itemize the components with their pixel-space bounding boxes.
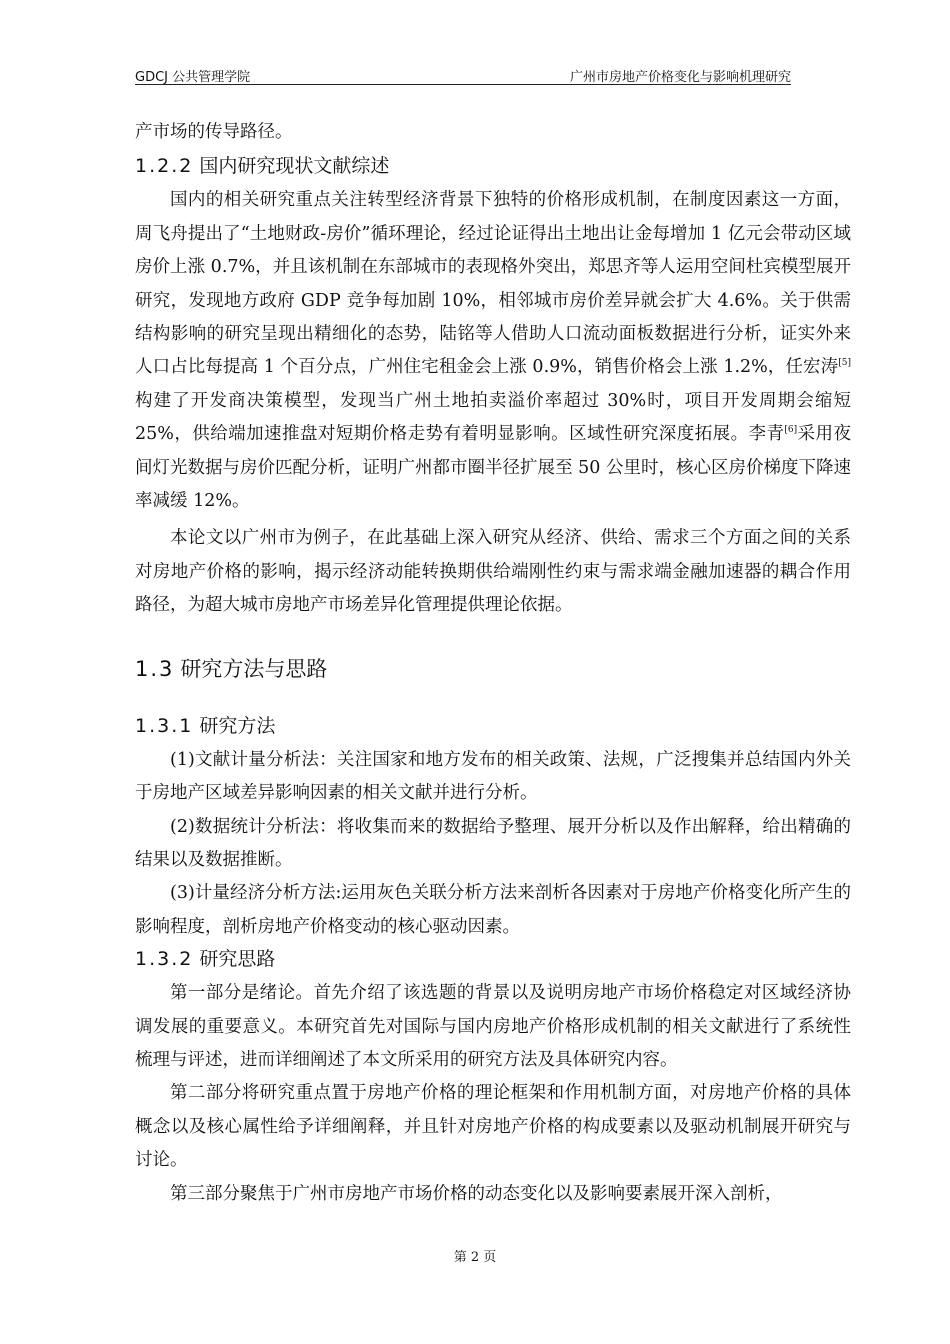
page-number: 第 2 页 (453, 1250, 497, 1265)
paragraph-domestic-review (135, 184, 851, 518)
section-number: 1.3.1 (135, 714, 194, 737)
outline-part-3: 第三部分聚焦于广州市房地产市场价格的动态变化以及影响要素展开深入剖析， (170, 1183, 783, 1204)
method-item-1: (1)文献计量分析法：关注国家和地方发布的相关政策、法规，广泛搜集并总结国内外关于房地产区域差异影响因素的相关文献并进行分析。 (135, 749, 851, 804)
page-header (135, 62, 791, 85)
text-run: 国内的相关研究重点关注转型经济背景下独特的价格形成机制，在制度因素这一方面，周飞舟提出了“土地财政-房价”循环理论，经过论证得出土地出让金每增加 1 亿元会带动区域房价上涨 0.7%，并且该机制在东部城市的表现格外突出，郑思齐等人运用空间杜宾模型展开研究，发现地方政府 GDP 竞争每加剧 10%，相邻城市房价差异就会扩大 4.6%。关于供需结构影响的研究呈现出精细化的态势，陆铭等人借助人口流动面板数据进行分析，证实外来人口占比每提高 1 个百分点，广州住宅租金会上涨 0.9%，销售价格会上涨 1.2%，任宏涛 (135, 190, 851, 378)
text-run: 构建了开发商决策模型，发现当广州土地拍卖溢价率超过 30%时，项目开发周期会缩短 25%，供给端加速推盘对短期价格走势有着明显影响。区域性研究深度拓展。李青 (135, 390, 851, 445)
section-number: 1.3.2 (135, 948, 194, 971)
section-heading-1-3 (135, 653, 851, 685)
section-title: 研究思路 (199, 948, 276, 971)
paragraph-thesis-focus: 本论文以广州市为例子，在此基础上深入研究从经济、供给、需求三个方面之间的关系对房地产价格的影响，揭示经济动能转换期供给端刚性约束与需求端金融加速器的耦合作用路径，为超大城市房地产市场差异化管理提供理论依据。 (135, 528, 851, 616)
page-body (135, 116, 851, 1211)
paragraph-continuation: 产市场的传导路径。 (135, 122, 293, 142)
citation-6: [6] (784, 425, 798, 436)
citation-5: [5] (838, 358, 851, 369)
section-heading-1-3-2 (135, 944, 851, 974)
method-item-2: (2)数据统计分析法：将收集而来的数据给予整理、展开分析以及作出解释，给出精确的结果以及数据推断。 (135, 816, 851, 870)
section-number: 1.2.2 (135, 155, 194, 178)
section-title: 研究方法 (199, 714, 276, 737)
section-number: 1.3 (135, 656, 175, 681)
method-item-3: (3)计量经济分析方法:运用灰色关联分析方法来剖析各因素对于房地产价格变化所产生的影响程度，剖析房地产价格变动的核心驱动因素。 (135, 883, 851, 937)
section-heading-1-3-1 (135, 711, 851, 741)
section-heading-1-2-2 (135, 151, 851, 181)
header-school: GDCJ 公共管理学院 (135, 70, 251, 85)
section-title: 国内研究现状文献综述 (199, 155, 390, 178)
outline-part-1: 第一部分是绪论。首先介绍了该选题的背景以及说明房地产市场价格稳定对区域经济协调发展的重要意义。本研究首先对国际与国内房地产价格形成机制的相关文献进行了系统性梳理与评述，进而详细阐述了本文所采用的研究方法及具体研究内容。 (135, 983, 851, 1070)
outline-part-2: 第二部分将研究重点置于房地产价格的理论框架和作用机制方面，对房地产价格的具体概念以及核心属性给予详细阐释，并且针对房地产价格的构成要素以及驱动机制展开研究与讨论。 (135, 1083, 851, 1171)
section-title: 研究方法与思路 (180, 656, 328, 681)
header-thesis-title: 广州市房地产价格变化与影响机理研究 (569, 70, 791, 85)
text-run: 采用夜间灯光数据与房价匹配分析，证明广州都市圈半径扩展至 50 公里时，核心区房价梯度下降速率减缓 12%。 (135, 424, 852, 512)
